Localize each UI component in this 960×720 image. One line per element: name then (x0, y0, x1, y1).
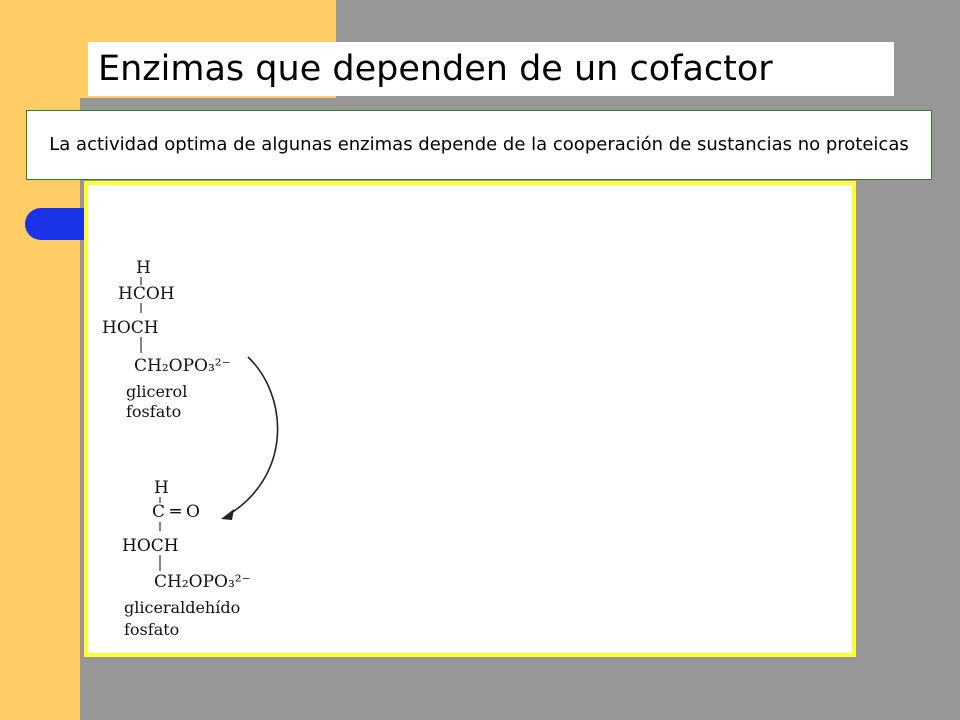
reaction-arrow (228, 357, 278, 515)
glyceraldehyde-h-top: H (154, 478, 169, 498)
glycerol-hcoh: HCOH (118, 284, 175, 304)
slide-title: Enzimas que dependen de un cofactor (98, 49, 773, 89)
glycerol-hoch: HOCH (102, 318, 159, 338)
glycerol-name-line2: fosfato (126, 402, 182, 421)
glycerol-h-top: H (136, 258, 151, 278)
left-color-strip (0, 0, 80, 720)
glycerol-ch2opo3: CH₂OPO₃²⁻ (134, 356, 231, 376)
title-box (88, 42, 894, 96)
figure-frame (84, 181, 856, 657)
glycerol-name-line1: glicerol (126, 382, 188, 401)
reaction-diagram (88, 185, 852, 653)
glyceraldehyde-name-line1: gliceraldehído (124, 598, 241, 617)
glyceraldehyde-ch2opo3: CH₂OPO₃²⁻ (154, 572, 251, 592)
glyceraldehyde-name-line2: fosfato (124, 620, 180, 639)
arrow-head-icon (221, 509, 234, 520)
subtitle-box (26, 110, 932, 180)
slide-subtitle: La actividad optima de algunas enzimas depende de la cooperación de sustancias no proteicas (49, 134, 909, 155)
glyceraldehyde-c-eq-o: C ═ O (152, 502, 200, 522)
glyceraldehyde-hoch: HOCH (122, 536, 179, 556)
